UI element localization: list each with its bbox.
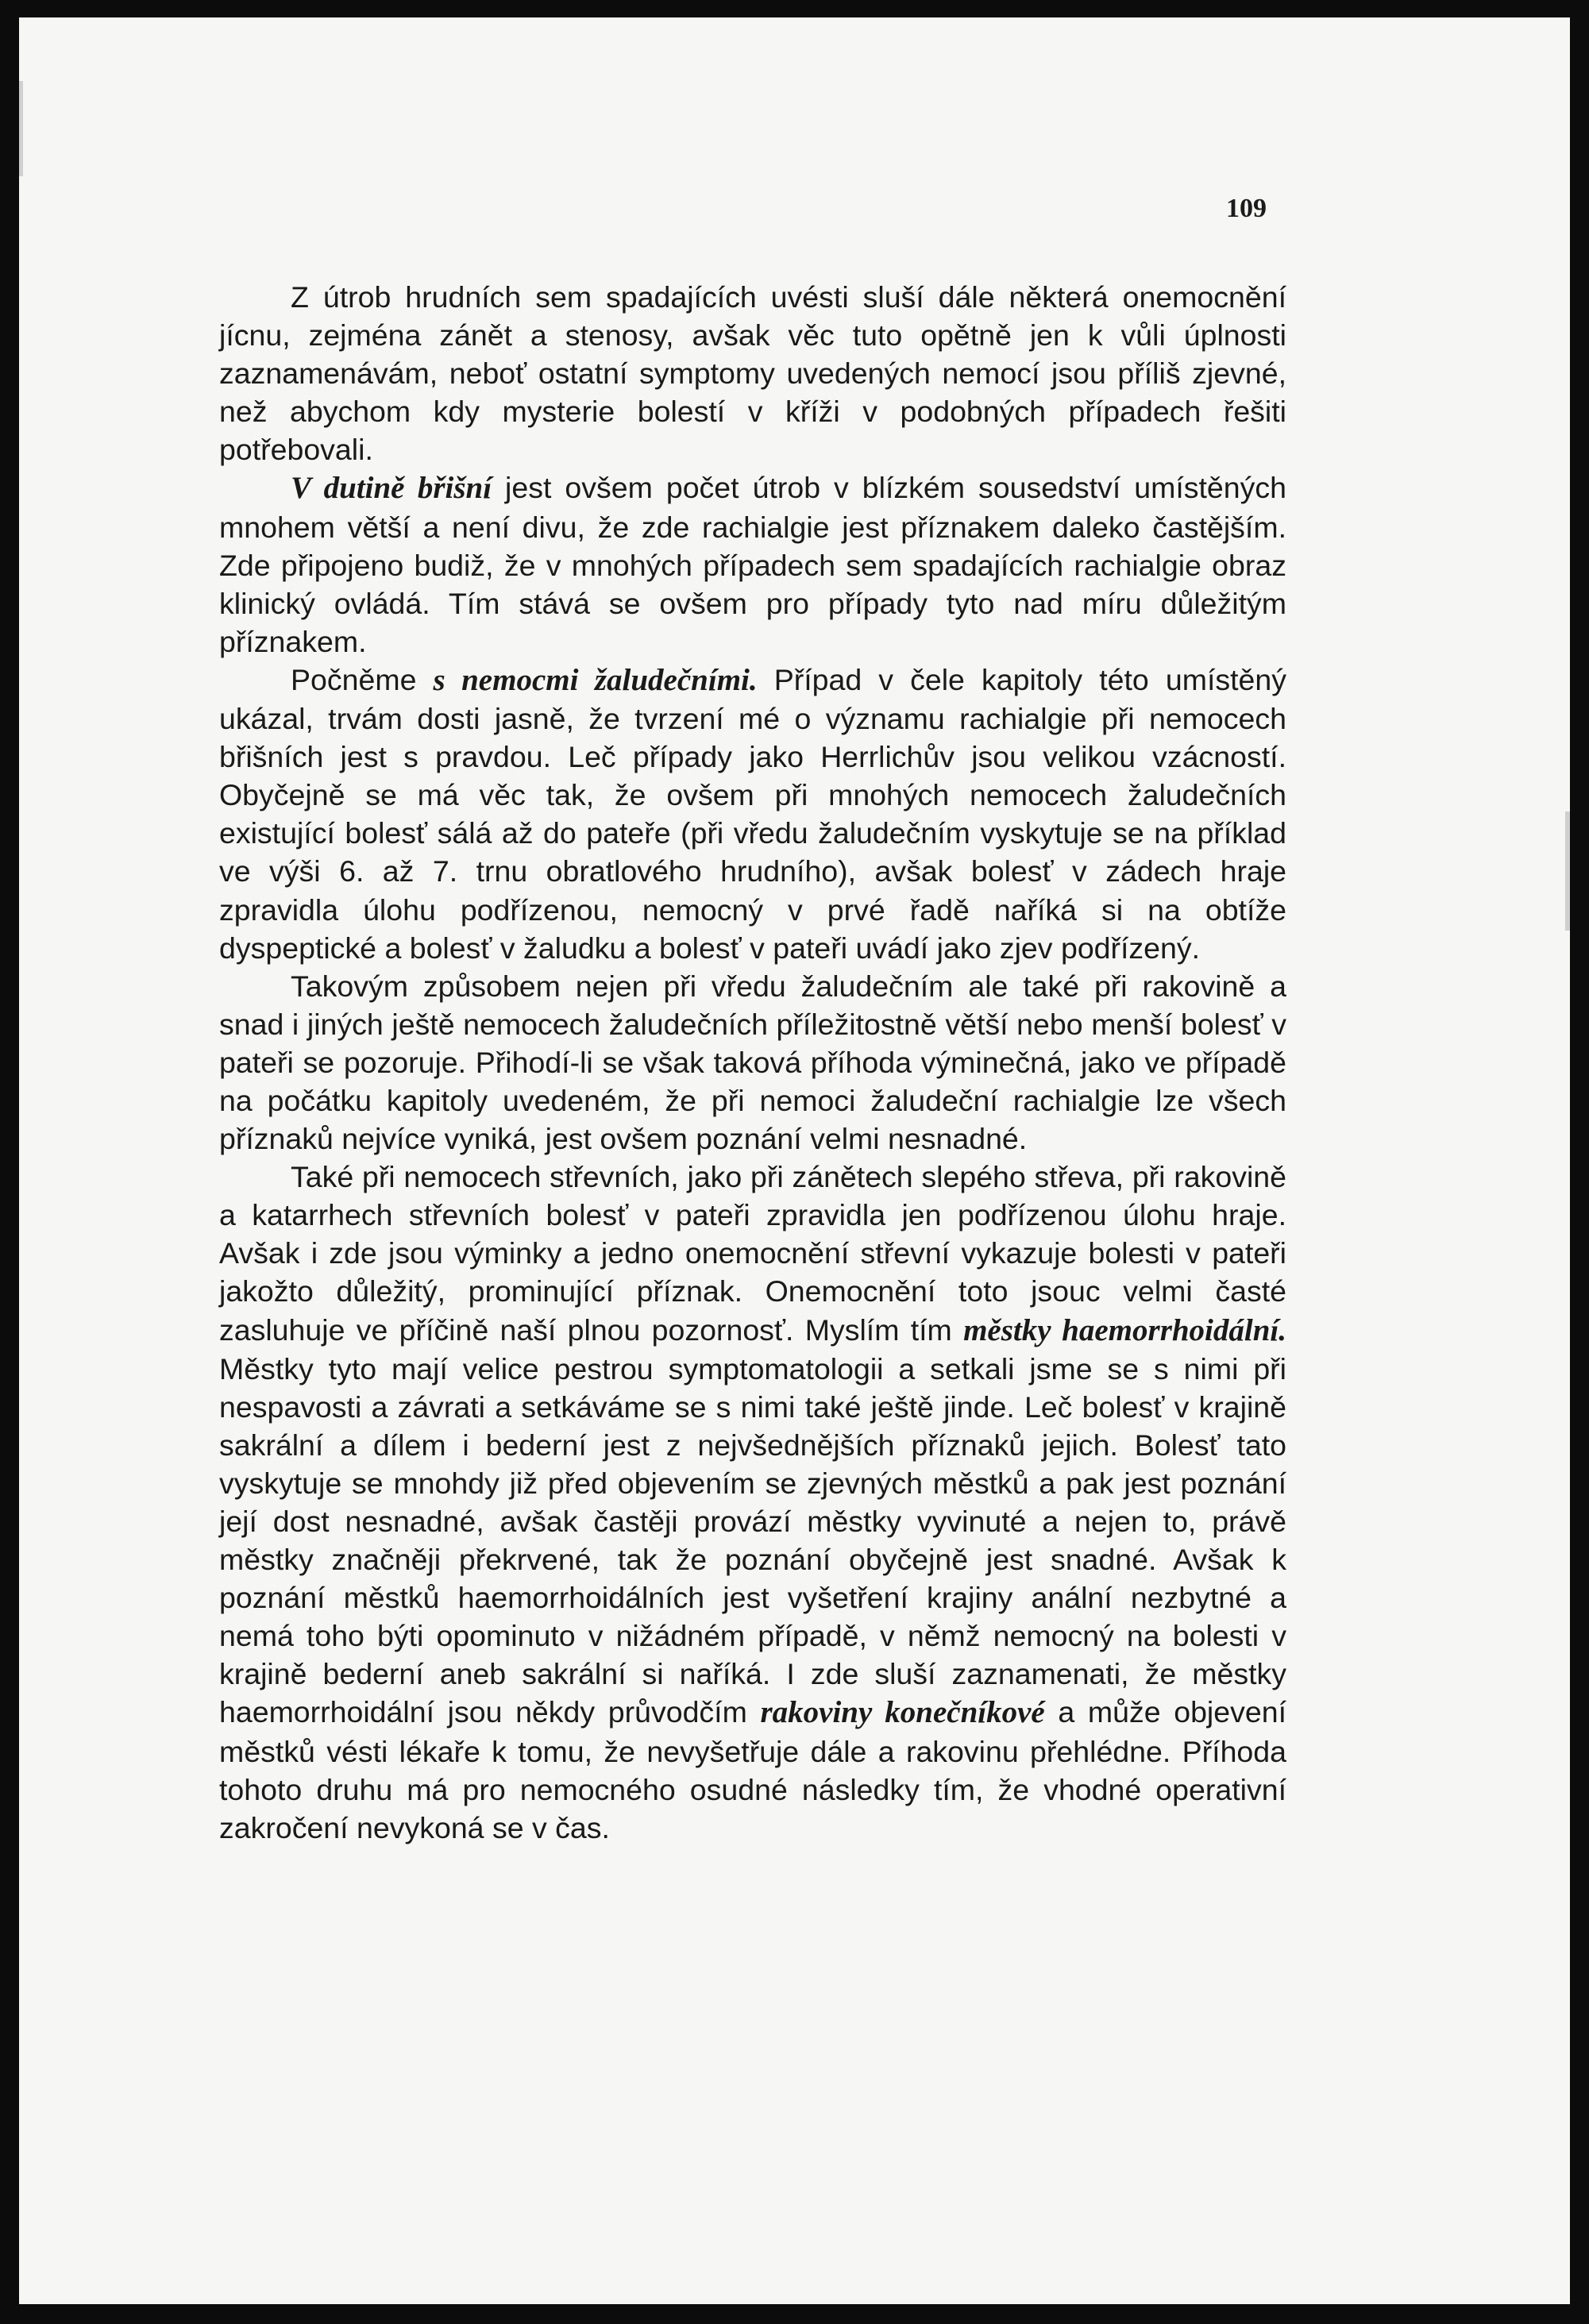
italic-run: rakoviny konečníkové <box>760 1695 1045 1730</box>
text-run: Městky tyto mají velice pestrou symptomatologii a setkali jsme se s nimi při nespavosti a závrati a setkáváme se s nimi také ještě jinde. Leč bolesť v krajině sakrální a dílem i bederní jest z nejvšednějších příznaků jejich. Bolesť tato vyskytuje se mnohdy již před objevením se zjevných městků a pak jest poznání její dost nesnadné, avšak častěji provází městky vyvinuté a nejen to, právě městky značněji překrvené, tak že poznání obyčejně jest snadné. Avšak k poznání městků haemorrhoidálních jest vyšetření krajiny anální nezbytné a nemá toho býti opominuto v nižádném případě, v němž nemocný na bolesti v krajině bederní aneb sakrální si naříká. I zde sluší zaznamenati, že městky haemorrhoidální jsou někdy průvodčím <box>219 1351 1286 1729</box>
paragraph <box>219 1158 1286 1847</box>
italic-run: s nemocmi žaludečními. <box>433 662 758 697</box>
text-run: Případ v čele kapitoly této umístěný ukázal, trvám dosti jasně, že tvrzení mé o významu rachialgie při nemocech břišních jest s pravdou. Leč případy jako Herrlichův jsou velikou vzácností. Obyčejně se má věc tak, že ovšem při mnohých nemocech žaludečních existující bolesť sálá až do pateře (při vředu žaludečním vyskytuje se na příklad ve výši 6. až 7. trnu obratlového hrudního), avšak bolesť v zádech hraje zpravidla úlohu podřízenou, nemocný v prvé řadě naříká si na obtíže dyspeptické a bolesť v žaludku a bolesť v pateři uvádí jako zjev podřízený. <box>219 662 1287 965</box>
paragraph <box>219 967 1286 1158</box>
book-page <box>19 17 1570 2304</box>
italic-run: městky haemorrhoidální. <box>963 1312 1287 1347</box>
scan-edge-mark <box>1565 811 1570 931</box>
text-run: a může objevení městků vésti lékaře k tomu, že nevyšetřuje dále a rakovinu přehlédne. Příhoda tohoto druhu má pro nemocného osudné následky tím, že vhodné operativní zakročení nevykoná se v čas. <box>219 1695 1286 1844</box>
text-run: Počněme <box>291 662 434 696</box>
paragraph <box>219 278 1286 468</box>
italic-run: V dutině břišní <box>291 471 492 506</box>
text-run: Také při nemocech střevních, jako při zánětech slepého střeva, při rakovině a katarrhech střevních bolesť v pateři zpravidla jen podřízenou úlohu hraje. Avšak i zde jsou výminky a jedno onemocnění střevní vykazuje bolesti v pateři jakožto důležitý, prominující příznak. Onemocnění toto jsouc velmi časté zasluhuje ve příčině naší plnou pozornosť. Myslím tím <box>219 1160 1286 1347</box>
paragraph <box>219 468 1286 660</box>
body-text <box>219 278 1286 1847</box>
page-number: 109 <box>1226 194 1267 223</box>
text-run: jest ovšem počet útrob v blízkém sousedství umístěných mnohem větší a není divu, že zde rachialgie jest příznakem daleko častějším. Zde připojeno budiž, že v mnohých případech sem spadajících rachialgie obraz klinický ovládá. Tím stává se ovšem pro případy tyto nad míru důležitým příznakem. <box>219 471 1286 658</box>
text-run: Z útrob hrudních sem spadajících uvésti sluší dále některá onemocnění jícnu, zejména zánět a stenosy, avšak věc tuto opětně jen k vůli úplnosti zaznamenávám, neboť ostatní symptomy uvedených nemocí jsou příliš zjevné, než abychom kdy mysterie bolestí v kříži v podobných případech řešiti potřebovali. <box>219 280 1286 467</box>
text-run: Takovým způsobem nejen při vředu žaludečním ale také při rakovině a snad i jiných ještě nemocech žaludečních příležitostně větší nebo menší bolesť v pateři se pozoruje. Přihodí-li se však taková příhoda výminečná, jako ve případě na počátku kapitoly uvedeném, že při nemoci žaludeční rachialgie lze všech příznaků nejvíce vyniká, jest ovšem poznání velmi nesnadné. <box>219 969 1286 1156</box>
scan-edge-mark <box>19 81 23 176</box>
paragraph <box>219 661 1286 967</box>
